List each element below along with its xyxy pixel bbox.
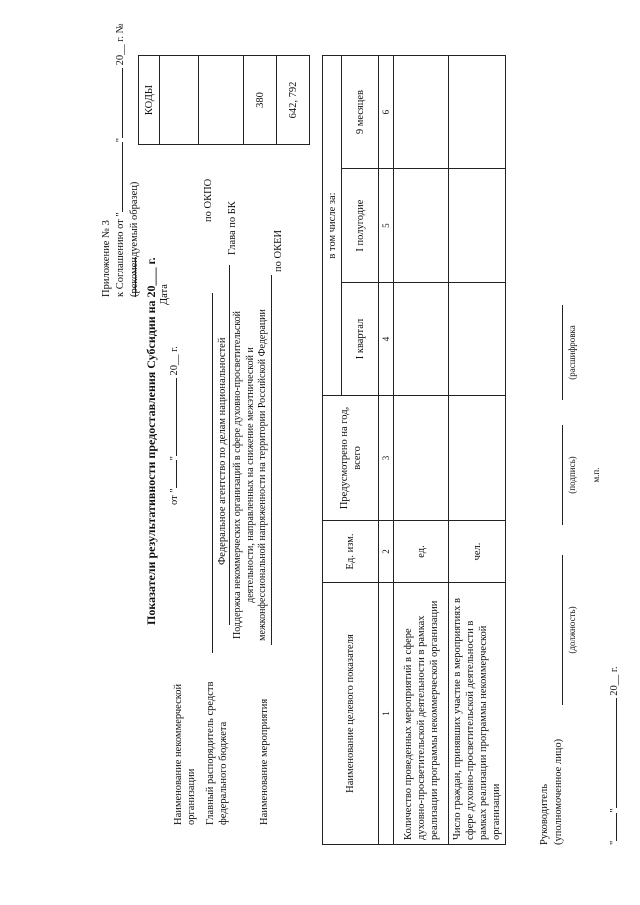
col-header-unit: Ед. изм. [323, 520, 379, 582]
row-planned [394, 395, 449, 520]
decode-line [562, 305, 563, 400]
event-label: Наименование мероприятия [259, 698, 270, 825]
col-header-q1: I квартал [342, 283, 379, 396]
sign-line [562, 425, 563, 525]
row-q1 [394, 283, 449, 396]
date-line: от "" 20__ г. [169, 346, 180, 505]
code-label-okpo: по ОКПО [203, 178, 214, 222]
col-header-name: Наименование целевого показателя [323, 583, 379, 845]
codes-table [138, 55, 310, 145]
head-label: Руководитель [539, 784, 550, 845]
position-caption: (должность) [567, 606, 577, 654]
code-value-okpo [199, 56, 244, 145]
row-name: Количество проведенных мероприятий в сфере духовно-просветительской деятельности в рамках реализации программы некоммерческой организации [394, 583, 449, 845]
position-line [562, 555, 563, 705]
code-label-okei: по ОКЕИ [273, 229, 284, 272]
table-row [394, 56, 449, 845]
org-label: Наименование некоммерческой организации [173, 683, 197, 825]
code-label-date: Дата [159, 284, 170, 305]
row-h1 [394, 169, 449, 283]
head-sublabel: (уполномоченное лицо) [553, 738, 564, 845]
col-number-4: 4 [379, 283, 394, 396]
event-value: Поддержка некоммерческих организаций в сфере духовно-просветительской деятельности, направленных на снижение межэтнической и межконфессиональной напряженности на территории Российской Федерации [232, 309, 268, 641]
indicators-table [322, 55, 506, 845]
code-value-bk: 380 [244, 56, 277, 145]
appendix-note: (рекомендуемый образец) [129, 181, 140, 297]
row-m9 [449, 56, 506, 169]
col-header-including: в том числе за: [323, 56, 342, 396]
date-suffix: г. [169, 346, 180, 352]
distributor-underline [229, 265, 230, 625]
col-number-3: 3 [379, 395, 394, 520]
signature-date: "" 20__ г. [609, 666, 620, 845]
col-number-6: 6 [379, 56, 394, 169]
col-header-m9: 9 месяцев [342, 56, 379, 169]
agreement-prefix: к Соглашению от " [115, 212, 126, 297]
code-label-bk: Глава по БК [227, 201, 238, 255]
agreement-year: 20 [115, 54, 126, 66]
col-number-2: 2 [379, 520, 394, 582]
col-number-1: 1 [379, 583, 394, 845]
col-header-planned: Предусмотрено на год, всего [323, 395, 379, 520]
sig-date-prefix: " [609, 840, 620, 845]
sign-caption: (подпись) [567, 456, 577, 494]
date-prefix: от " [169, 488, 180, 505]
sig-date-year: 20 [609, 685, 620, 696]
stamp-label: м.п. [591, 467, 601, 483]
col-header-h1: I полугодие [342, 169, 379, 283]
document-title: Показатели результативности предоставления Субсидии на 20___ г. [144, 257, 158, 625]
row-name: Число граждан, принявших участие в мероприятиях в сфере духовно-просветительской деятельности в рамках реализации программы некоммерческой организации [449, 583, 506, 845]
agreement-no: г. № [115, 23, 126, 42]
row-planned [449, 395, 506, 520]
org-underline [212, 293, 213, 653]
decode-caption: (расшифровка [567, 325, 577, 380]
distributor-label: Главный распорядитель средств федерального бюджета [205, 681, 229, 825]
col-number-5: 5 [379, 169, 394, 283]
row-unit: ед. [394, 520, 449, 582]
codes-header: КОДЫ [139, 56, 160, 145]
row-q1 [449, 283, 506, 396]
distributor-value: Федеральное агентство по делам национальностей [217, 337, 228, 565]
event-underline [271, 275, 272, 645]
row-h1 [449, 169, 506, 283]
sig-date-suffix: г. [609, 666, 620, 673]
table-row [449, 56, 506, 845]
date-year: 20 [169, 364, 180, 376]
appendix-agreement: к Соглашению от "" 20__ г. № [114, 0, 140, 297]
code-value-okei: 642, 792 [277, 56, 310, 145]
row-m9 [394, 56, 449, 169]
row-unit: чел. [449, 520, 506, 582]
code-value-date [160, 56, 199, 145]
appendix-title: Приложение № 3 [101, 220, 112, 297]
